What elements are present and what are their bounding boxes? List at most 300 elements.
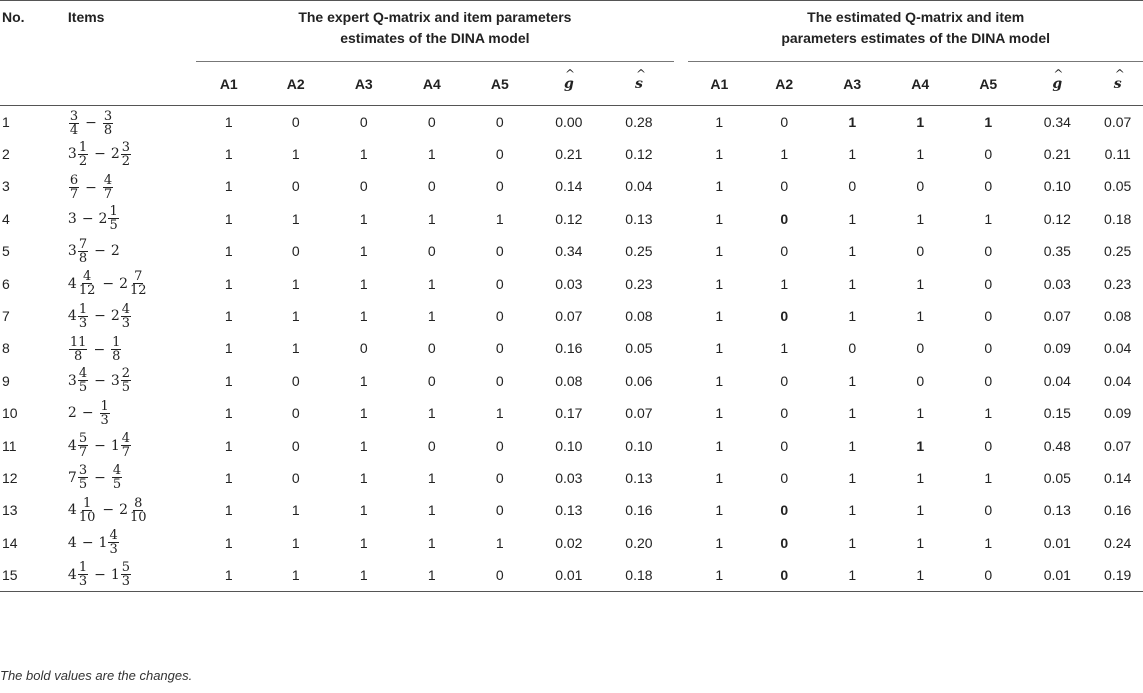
denominator: 5 <box>109 218 118 234</box>
estimated-g-hat-cell: 0.01 <box>1043 534 1071 551</box>
expert-g-hat-cell: 0.03 <box>555 469 583 486</box>
table-row <box>0 559 1143 591</box>
expert-a2-cell: 1 <box>291 340 300 357</box>
estimated-a2-cell: 0 <box>780 210 789 227</box>
denominator: 10 <box>78 509 96 525</box>
denominator: 8 <box>112 349 121 365</box>
minus-operator: − <box>81 534 94 551</box>
estimated-a3-cell: 1 <box>848 275 857 292</box>
expert-g-hat-cell: 0.14 <box>555 178 583 195</box>
estimated-a5-cell: 0 <box>984 340 993 357</box>
item-expression <box>64 494 196 526</box>
estimated-a3-cell: 1 <box>848 437 857 454</box>
estimated-a3-cell: 0 <box>848 178 857 195</box>
expert-s-hat-cell: 0.06 <box>625 372 653 389</box>
estimated-a3-cell: 1 <box>848 372 857 389</box>
expert-a4-cell: 1 <box>427 275 436 292</box>
header-expert-a2: A2 <box>262 62 330 106</box>
estimated-a2-cell: 0 <box>780 469 789 486</box>
estimated-a1-cell: 1 <box>715 178 724 195</box>
estimated-a2-cell: 1 <box>780 340 789 357</box>
estimated-a4-cell: 1 <box>916 405 925 422</box>
numerator: 1 <box>78 139 88 155</box>
column-gap <box>674 267 688 299</box>
expert-a3-cell: 1 <box>359 502 368 519</box>
expert-a4-cell: 1 <box>427 146 436 163</box>
expert-a1-cell: 1 <box>224 308 233 325</box>
numerator: 1 <box>112 335 121 351</box>
estimated-s-hat-cell: 0.09 <box>1104 405 1132 422</box>
expert-a2-cell: 1 <box>291 534 300 551</box>
table-row <box>0 494 1143 526</box>
denominator: 3 <box>100 412 109 428</box>
header-estimated-a2: A2 <box>750 62 818 106</box>
column-gap <box>674 235 688 267</box>
denominator: 7 <box>121 445 131 461</box>
whole-number: 2 <box>67 405 77 422</box>
column-gap <box>674 300 688 332</box>
estimated-s-hat-cell: 0.25 <box>1104 243 1132 260</box>
column-gap <box>674 494 688 526</box>
fraction <box>78 367 88 394</box>
estimated-a4-cell: 1 <box>916 502 925 519</box>
estimated-a2-cell: 0 <box>780 502 789 519</box>
minus-operator: − <box>94 243 106 260</box>
estimated-a2-cell: 0 <box>780 437 789 454</box>
header-estimated-line2: parameters estimates of the DINA model <box>781 30 1051 46</box>
fraction <box>78 464 88 491</box>
expert-a1-cell: 1 <box>224 340 233 357</box>
fraction <box>78 141 88 168</box>
denominator: 8 <box>78 250 88 266</box>
estimated-a4-cell: 1 <box>916 210 925 227</box>
denominator: 5 <box>121 380 131 396</box>
numerator: 4 <box>121 301 131 317</box>
fraction <box>78 432 88 459</box>
whole-number: 1 <box>110 566 120 583</box>
fraction <box>121 141 131 168</box>
expert-a2-cell: 1 <box>291 308 300 325</box>
minus-operator: − <box>94 308 106 325</box>
whole-number: 3 <box>67 146 77 163</box>
header-estimated-a4: A4 <box>886 62 954 106</box>
expert-g-hat-cell: 0.02 <box>555 534 583 551</box>
expert-a5-cell: 0 <box>495 243 504 260</box>
expert-a4-cell: 1 <box>427 210 436 227</box>
item-expression <box>64 138 196 170</box>
estimated-g-hat-cell: 0.03 <box>1043 275 1071 292</box>
estimated-a1-cell: 1 <box>715 210 724 227</box>
expert-s-hat-cell: 0.05 <box>625 340 653 357</box>
expert-a4-cell: 1 <box>427 405 436 422</box>
estimated-s-hat-cell: 0.08 <box>1104 308 1132 325</box>
column-gap <box>674 106 688 138</box>
numerator: 3 <box>103 108 113 124</box>
expert-a3-cell: 1 <box>359 372 368 389</box>
fraction <box>103 174 113 201</box>
expert-g-hat-cell: 0.10 <box>555 437 583 454</box>
estimated-a5-cell: 0 <box>984 372 993 389</box>
table-row <box>0 235 1143 267</box>
estimated-a1-cell: 1 <box>715 405 724 422</box>
row-number: 9 <box>2 372 10 389</box>
expert-g-hat-cell: 0.12 <box>555 210 583 227</box>
fraction <box>121 432 131 459</box>
expert-a5-cell: 0 <box>495 146 504 163</box>
fraction <box>108 529 118 556</box>
denominator: 3 <box>121 315 131 331</box>
whole-number: 4 <box>67 275 77 292</box>
minus-operator: − <box>81 405 94 422</box>
estimated-a2-cell: 0 <box>780 405 789 422</box>
expert-a5-cell: 0 <box>495 469 504 486</box>
denominator: 8 <box>103 122 113 138</box>
column-gap <box>674 138 688 170</box>
denominator: 8 <box>74 349 83 365</box>
fraction <box>129 497 148 524</box>
column-gap <box>674 429 688 461</box>
row-number: 10 <box>2 405 18 422</box>
estimated-a5-cell: 0 <box>984 178 993 195</box>
estimated-a4-cell: 0 <box>916 340 925 357</box>
estimated-g-hat-cell: 0.13 <box>1043 502 1071 519</box>
estimated-a2-cell: 0 <box>780 308 789 325</box>
expert-a2-cell: 0 <box>291 113 300 130</box>
numerator: 1 <box>82 495 92 511</box>
header-no: No. <box>0 1 64 106</box>
table-row <box>0 170 1143 202</box>
expert-g-hat-cell: 0.16 <box>555 340 583 357</box>
numerator: 4 <box>78 366 88 382</box>
estimated-s-hat-cell: 0.04 <box>1104 340 1132 357</box>
estimated-a1-cell: 1 <box>715 534 724 551</box>
estimated-a1-cell: 1 <box>715 113 724 130</box>
header-estimated-a5: A5 <box>954 62 1022 106</box>
denominator: 5 <box>112 477 122 493</box>
estimated-a3-cell: 1 <box>848 534 857 551</box>
fraction <box>78 561 88 588</box>
estimated-a5-cell: 0 <box>984 502 993 519</box>
estimated-g-hat-cell: 0.34 <box>1043 113 1071 130</box>
whole-number: 3 <box>67 372 77 389</box>
estimated-s-hat-cell: 0.04 <box>1104 372 1132 389</box>
column-gap <box>674 462 688 494</box>
item-expression <box>64 267 196 299</box>
expert-a5-cell: 0 <box>495 340 504 357</box>
minus-operator: − <box>102 275 115 292</box>
estimated-a2-cell: 0 <box>780 372 789 389</box>
estimated-g-hat-cell: 0.10 <box>1043 178 1071 195</box>
estimated-a1-cell: 1 <box>715 243 724 260</box>
header-expert-line1: The expert Q-matrix and item parameters <box>298 9 572 25</box>
table-row <box>0 397 1143 429</box>
expert-a5-cell: 0 <box>495 178 504 195</box>
row-number: 8 <box>2 340 10 357</box>
expert-a2-cell: 1 <box>291 275 300 292</box>
item-expression <box>64 106 196 138</box>
denominator: 12 <box>78 283 96 299</box>
estimated-a5-cell: 0 <box>984 243 993 260</box>
expert-s-hat-cell: 0.07 <box>625 405 653 422</box>
numerator: 4 <box>82 269 92 285</box>
estimated-a1-cell: 1 <box>688 559 750 591</box>
fraction <box>112 464 122 491</box>
expert-a1-cell: 1 <box>224 113 233 130</box>
expert-a2-cell: 1 <box>291 146 300 163</box>
whole-number: 2 <box>119 502 129 519</box>
expert-a2-cell: 0 <box>291 178 300 195</box>
fraction <box>78 303 88 330</box>
estimated-a1-cell: 1 <box>715 437 724 454</box>
denominator: 2 <box>78 153 88 169</box>
denominator: 7 <box>69 187 79 203</box>
numerator: 1 <box>78 301 88 317</box>
estimated-a4-cell: 1 <box>916 146 925 163</box>
row-number: 11 <box>2 437 17 454</box>
estimated-a1-cell: 1 <box>715 308 724 325</box>
header-expert-a1: A1 <box>196 62 262 106</box>
fraction <box>69 110 79 137</box>
estimated-a4-cell: 0 <box>916 372 925 389</box>
estimated-g-hat-cell: 0.09 <box>1043 340 1071 357</box>
fraction <box>78 238 88 265</box>
header-expert-group <box>196 1 674 62</box>
estimated-a2-cell: 1 <box>780 275 789 292</box>
estimated-a3-cell: 1 <box>848 502 857 519</box>
whole-number: 2 <box>110 146 120 163</box>
expert-g-hat-cell: 0.01 <box>534 559 604 591</box>
expert-s-hat-cell: 0.12 <box>625 146 653 163</box>
column-gap <box>674 332 688 364</box>
expert-a1-cell: 1 <box>196 559 262 591</box>
header-estimated-g-hat: ^ g <box>1022 62 1092 106</box>
fraction <box>69 336 88 363</box>
numerator: 5 <box>121 560 131 576</box>
expert-s-hat-cell: 0.04 <box>625 178 653 195</box>
estimated-a5-cell: 1 <box>984 469 993 486</box>
estimated-a4-cell: 1 <box>916 113 925 130</box>
estimated-g-hat-cell: 0.01 <box>1022 559 1092 591</box>
denominator: 7 <box>103 187 113 203</box>
expert-a1-cell: 1 <box>224 210 233 227</box>
numerator: 1 <box>78 560 88 576</box>
minus-operator: − <box>94 372 106 389</box>
fraction <box>111 336 121 363</box>
row-number: 15 <box>0 559 64 591</box>
expert-a2-cell: 0 <box>291 469 300 486</box>
table-row <box>0 300 1143 332</box>
header-gap <box>674 1 688 106</box>
expert-s-hat-cell: 0.18 <box>604 559 674 591</box>
fraction <box>108 205 118 232</box>
header-estimated-a1: A1 <box>688 62 750 106</box>
whole-number: 7 <box>67 469 77 486</box>
table-row <box>0 203 1143 235</box>
numerator: 4 <box>103 173 113 189</box>
expert-a5-cell: 0 <box>466 559 534 591</box>
fraction <box>100 400 110 427</box>
expert-a4-cell: 1 <box>427 534 436 551</box>
expert-a4-cell: 1 <box>427 469 436 486</box>
estimated-a1-cell: 1 <box>715 372 724 389</box>
estimated-a3-cell: 1 <box>848 113 857 130</box>
expert-s-hat-cell: 0.28 <box>625 113 653 130</box>
expert-a5-cell: 0 <box>495 437 504 454</box>
estimated-a2-cell: 0 <box>780 178 789 195</box>
column-gap <box>674 559 688 591</box>
estimated-a4-cell: 1 <box>886 559 954 591</box>
estimated-a4-cell: 1 <box>916 534 925 551</box>
expert-a5-cell: 0 <box>495 308 504 325</box>
table-row <box>0 332 1143 364</box>
estimated-a4-cell: 0 <box>916 178 925 195</box>
numerator: 11 <box>69 335 87 351</box>
estimated-a4-cell: 1 <box>916 275 925 292</box>
denominator: 3 <box>78 315 88 331</box>
estimated-a3-cell: 1 <box>848 243 857 260</box>
expert-s-hat-cell: 0.08 <box>625 308 653 325</box>
denominator: 3 <box>121 574 131 590</box>
expert-a1-cell: 1 <box>224 469 233 486</box>
denominator: 12 <box>130 283 147 299</box>
estimated-a1-cell: 1 <box>715 469 724 486</box>
denominator: 4 <box>69 122 79 138</box>
estimated-a4-cell: 1 <box>916 437 925 454</box>
whole-number: 3 <box>67 210 77 227</box>
column-gap <box>674 527 688 559</box>
expert-a2-cell: 0 <box>291 372 300 389</box>
whole-number: 2 <box>110 308 120 325</box>
expert-s-hat-cell: 0.10 <box>625 437 653 454</box>
expert-a3-cell: 0 <box>359 113 368 130</box>
expert-g-hat-cell: 0.17 <box>555 405 583 422</box>
header-estimated-group <box>688 1 1143 62</box>
row-number: 14 <box>2 534 18 551</box>
estimated-s-hat-cell: 0.16 <box>1104 502 1132 519</box>
estimated-g-hat-cell: 0.15 <box>1043 405 1071 422</box>
item-expression <box>64 332 196 364</box>
header-expert-g-hat: ^ g <box>534 62 604 106</box>
estimated-g-hat-cell: 0.12 <box>1043 210 1071 227</box>
expert-a3-cell: 1 <box>359 308 368 325</box>
expert-a5-cell: 0 <box>495 502 504 519</box>
header-estimated-s-hat: ^ s <box>1092 62 1143 106</box>
expert-a1-cell: 1 <box>224 405 233 422</box>
whole-number: 4 <box>67 502 77 519</box>
estimated-a1-cell: 1 <box>715 275 724 292</box>
estimated-a3-cell: 1 <box>848 146 857 163</box>
numerator: 7 <box>78 236 88 252</box>
expert-g-hat-cell: 0.34 <box>555 243 583 260</box>
expert-a3-cell: 1 <box>359 146 368 163</box>
numerator: 5 <box>78 431 88 447</box>
numerator: 8 <box>134 495 143 511</box>
estimated-g-hat-cell: 0.04 <box>1043 372 1071 389</box>
expert-a2-cell: 0 <box>291 437 300 454</box>
whole-number: 2 <box>119 275 129 292</box>
item-expression <box>64 300 196 332</box>
expert-g-hat-cell: 0.13 <box>555 502 583 519</box>
estimated-s-hat-cell: 0.24 <box>1104 534 1132 551</box>
column-gap <box>674 365 688 397</box>
expert-a3-cell: 0 <box>359 178 368 195</box>
numerator: 3 <box>121 139 131 155</box>
fraction <box>78 497 97 524</box>
estimated-g-hat-cell: 0.48 <box>1043 437 1071 454</box>
expert-g-hat-cell: 0.03 <box>555 275 583 292</box>
column-gap <box>674 170 688 202</box>
estimated-s-hat-cell: 0.19 <box>1092 559 1143 591</box>
row-number: 13 <box>2 502 18 519</box>
estimated-a2-cell: 0 <box>750 559 818 591</box>
minus-operator: − <box>85 179 97 196</box>
expert-a1-cell: 1 <box>224 178 233 195</box>
table-row <box>0 429 1143 461</box>
estimated-a3-cell: 1 <box>818 559 886 591</box>
item-expression <box>64 559 196 591</box>
estimated-g-hat-cell: 0.35 <box>1043 243 1071 260</box>
minus-operator: − <box>94 437 106 454</box>
expert-a5-cell: 1 <box>495 405 504 422</box>
whole-number: 4 <box>67 566 77 583</box>
minus-operator: − <box>94 146 106 163</box>
row-number: 5 <box>2 243 10 260</box>
expert-a3-cell: 1 <box>359 469 368 486</box>
expert-a4-cell: 0 <box>427 243 436 260</box>
denominator: 3 <box>109 542 118 558</box>
table-footnote: The bold values are the changes. <box>0 668 193 683</box>
expert-a1-cell: 1 <box>224 275 233 292</box>
item-expression <box>64 527 196 559</box>
expert-a2-cell: 1 <box>291 502 300 519</box>
expert-s-hat-cell: 0.13 <box>625 469 653 486</box>
row-number: 6 <box>2 275 10 292</box>
estimated-a5-cell: 1 <box>984 405 993 422</box>
estimated-a3-cell: 1 <box>848 308 857 325</box>
row-number: 1 <box>2 113 10 130</box>
estimated-a5-cell: 1 <box>984 534 993 551</box>
expert-a3-cell: 1 <box>359 405 368 422</box>
item-expression <box>64 429 196 461</box>
estimated-a3-cell: 0 <box>848 340 857 357</box>
estimated-a2-cell: 1 <box>780 146 789 163</box>
numerator: 2 <box>121 366 131 382</box>
row-number: 12 <box>2 469 18 486</box>
estimated-s-hat-cell: 0.05 <box>1104 178 1132 195</box>
header-expert-a5: A5 <box>466 62 534 106</box>
numerator: 1 <box>109 204 118 220</box>
minus-operator: − <box>102 502 115 519</box>
numerator: 4 <box>112 463 122 479</box>
table-row <box>0 365 1143 397</box>
header-expert-line2: estimates of the DINA model <box>340 30 530 46</box>
expert-a4-cell: 0 <box>427 372 436 389</box>
expert-a4-cell: 1 <box>427 308 436 325</box>
row-number: 4 <box>2 210 10 227</box>
numerator: 3 <box>69 108 79 124</box>
table-body <box>0 106 1143 592</box>
estimated-a4-cell: 1 <box>916 308 925 325</box>
estimated-a5-cell: 0 <box>984 275 993 292</box>
minus-operator: − <box>85 115 97 132</box>
item-expression <box>64 235 196 267</box>
expert-a2-cell: 0 <box>291 243 300 260</box>
estimated-a5-cell: 0 <box>984 437 993 454</box>
minus-operator: − <box>93 341 106 358</box>
item-expression <box>64 462 196 494</box>
header-expert-s-hat: ^ s <box>604 62 674 106</box>
expert-s-hat-cell: 0.20 <box>625 534 653 551</box>
